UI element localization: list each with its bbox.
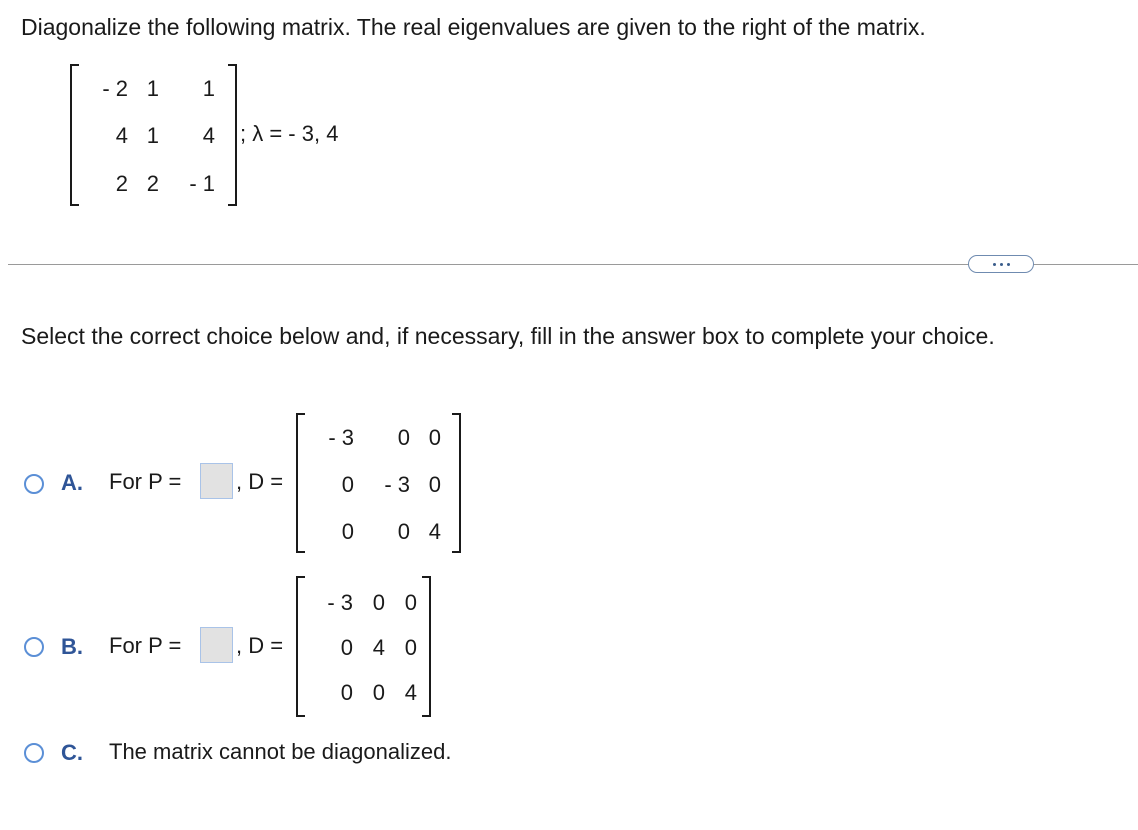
- matrix-cell: 0: [372, 680, 385, 705]
- matrix-cell: 1: [146, 76, 159, 101]
- choice-b-p-label: For P =: [109, 633, 182, 658]
- choice-b-d-matrix: [296, 576, 431, 717]
- left-bracket: [296, 413, 305, 553]
- matrix-cell: - 2: [102, 76, 128, 101]
- matrix-cell: 0: [397, 519, 410, 544]
- matrix-cell: - 3: [328, 425, 354, 450]
- matrix-cell: 0: [404, 590, 417, 615]
- choice-b-letter: B.: [61, 634, 83, 659]
- choice-c-radio[interactable]: [24, 743, 44, 763]
- right-bracket: [452, 413, 461, 553]
- matrix-cell: 4: [115, 123, 128, 148]
- matrix-cell: 0: [428, 472, 441, 497]
- matrix-cell: 0: [372, 590, 385, 615]
- choice-a-radio[interactable]: [24, 474, 44, 494]
- choice-c-letter: C.: [61, 740, 83, 765]
- more-options-button[interactable]: [968, 255, 1034, 273]
- matrix-cell: 1: [202, 76, 215, 101]
- matrix-cell: - 3: [384, 472, 410, 497]
- instruction-text: Select the correct choice below and, if necessary, fill in the answer box to complete your choice.: [21, 323, 995, 349]
- matrix-cell: 1: [146, 123, 159, 148]
- matrix-cell: - 3: [327, 590, 353, 615]
- right-bracket: [228, 64, 237, 206]
- matrix-cell: 0: [428, 425, 441, 450]
- matrix-cell: 0: [404, 635, 417, 660]
- matrix-cell: 4: [202, 123, 215, 148]
- matrix-cell: 0: [397, 425, 410, 450]
- choice-a-d-matrix: [296, 413, 461, 553]
- choice-c-text: The matrix cannot be diagonalized.: [109, 739, 452, 764]
- choice-b-d-label: , D =: [236, 633, 284, 658]
- right-bracket: [422, 576, 431, 717]
- choice-b-radio[interactable]: [24, 637, 44, 657]
- matrix-cell: 2: [146, 171, 159, 196]
- matrix-cell: 0: [340, 680, 353, 705]
- matrix-cell: 2: [115, 171, 128, 196]
- given-matrix: [70, 64, 237, 206]
- choice-a-d-label: , D =: [236, 469, 284, 494]
- ellipsis-icon: [993, 263, 1010, 266]
- matrix-cell: 4: [372, 635, 385, 660]
- left-bracket: [296, 576, 305, 717]
- matrix-cell: - 1: [189, 171, 215, 196]
- matrix-cell: 4: [404, 680, 417, 705]
- question-prompt: Diagonalize the following matrix. The real eigenvalues are given to the right of the matrix.: [21, 14, 926, 40]
- matrix-cell: 0: [341, 519, 354, 544]
- choice-a-letter: A.: [61, 470, 83, 495]
- matrix-cell: 4: [428, 519, 441, 544]
- left-bracket: [70, 64, 79, 206]
- matrix-cell: 0: [341, 472, 354, 497]
- choice-b-p-answer-box[interactable]: [200, 627, 233, 663]
- eigenvalues-text: ; λ = - 3, 4: [240, 121, 339, 146]
- choice-a-p-label: For P =: [109, 469, 182, 494]
- choice-a-p-answer-box[interactable]: [200, 463, 233, 499]
- matrix-cell: 0: [340, 635, 353, 660]
